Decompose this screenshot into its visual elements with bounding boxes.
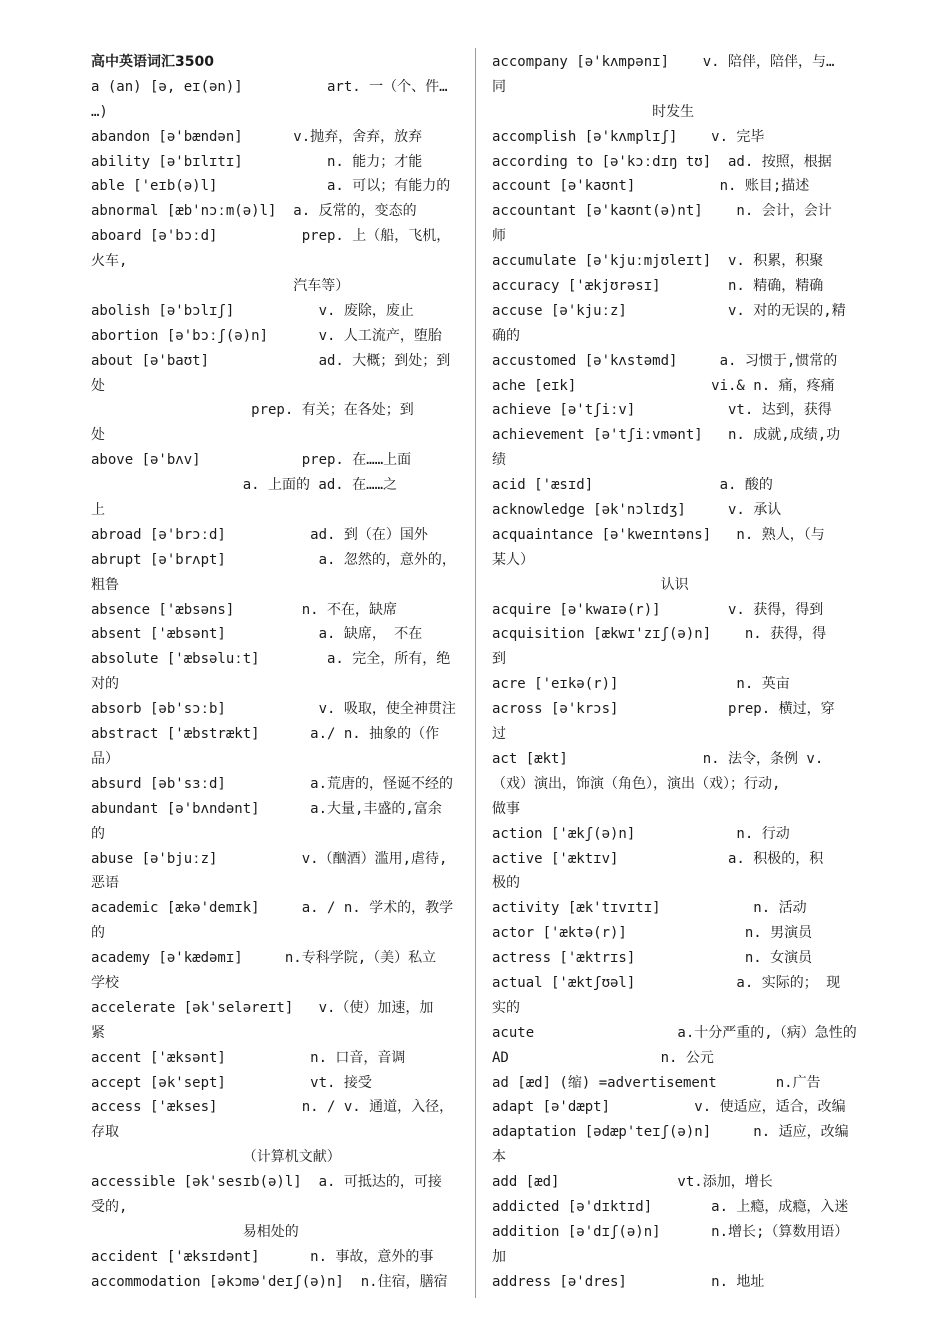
entry-line: accident ['æksɪdənt] n. 事故，意外的事 — [91, 1248, 434, 1265]
left-column — [91, 50, 463, 1295]
entry-line: accommodation [əkɔmə'deɪʃ(ə)n] n.住宿，膳宿 — [91, 1273, 448, 1290]
entry-line: about [ə'baʊt] ad. 大概；到处；到 — [91, 352, 451, 369]
entry-line: academy [ə'kædəmɪ] n.专科学院,（美）私立 — [91, 950, 437, 967]
entry-line: abstract ['æbstrækt] a./ n. 抽象的（作 — [91, 726, 440, 743]
entry-line: absent ['æbsənt] a. 缺席， 不在 — [91, 626, 423, 643]
entry-line: 过 — [492, 726, 506, 743]
entry-line: adaptation [ədæp'teɪʃ(ə)n] n. 适应，改编 — [492, 1124, 849, 1141]
entry-line: 时发生 — [492, 103, 695, 120]
entry-line: 学校 — [91, 974, 119, 991]
entry-line: prep. 有关；在各处；到 — [91, 402, 414, 419]
entry-line: a (an) [ə, eɪ(ən)] art. 一（个、件… — [91, 78, 448, 95]
entry-line: 做事 — [492, 800, 520, 817]
entry-line: acid ['æsɪd] a. 酸的 — [492, 477, 773, 494]
entry-line: act [ækt] n. 法令，条例 v. — [492, 750, 824, 767]
entry-line: actress ['æktrɪs] n. 女演员 — [492, 950, 813, 967]
entry-line: ad [æd] (缩) =advertisement n.广告 — [492, 1074, 821, 1091]
entry-line: address [ə'dres] n. 地址 — [492, 1273, 765, 1290]
entry-line: ache [eɪk] vi.& n. 痛，疼痛 — [492, 377, 835, 394]
entry-line: add [æd] vt.添加，增长 — [492, 1174, 773, 1191]
entry-line: adapt [ə'dæpt] v. 使适应，适合，改编 — [492, 1099, 846, 1116]
entry-line: a. 上面的 ad. 在……之 — [91, 477, 398, 494]
entry-line: accumulate [ə'kjuːmjʊleɪt] v. 积累，积聚 — [492, 253, 824, 270]
entry-line: 的 — [91, 925, 105, 942]
entry-line: according to [ə'kɔːdɪŋ tʊ] ad. 按照，根据 — [492, 153, 832, 170]
entry-line: abandon [ə'bændən] v.抛弃，舍弃，放弃 — [91, 128, 423, 145]
entry-line: abrupt [ə'brʌpt] a. 忽然的，意外的， — [91, 551, 456, 568]
entry-line: 粗鲁 — [91, 576, 119, 593]
entry-line: actor ['æktə(r)] n. 男演员 — [492, 925, 813, 942]
entry-line: acquisition [ækwɪ'zɪʃ(ə)n] n. 获得，得 — [492, 626, 827, 643]
entry-line: 紧 — [91, 1024, 105, 1041]
entry-line: accuracy ['ækjʊrəsɪ] n. 精确，精确 — [492, 278, 824, 295]
entry-line: 极的 — [492, 875, 520, 892]
entry-line: 受的, — [91, 1198, 128, 1215]
right-entries — [492, 50, 864, 1295]
entry-line: accustomed [ə'kʌstəmd] a. 习惯于,惯常的 — [492, 352, 838, 369]
entry-line: achieve [ə'tʃiːv] vt. 达到，获得 — [492, 402, 832, 419]
entry-line: accessible [ək'sesɪb(ə)l] a. 可抵达的，可接 — [91, 1174, 442, 1191]
entry-line: acre ['eɪkə(r)] n. 英亩 — [492, 676, 790, 693]
entry-line: 的 — [91, 825, 105, 842]
entry-line: action ['ækʃ(ə)n] n. 行动 — [492, 825, 790, 842]
entry-line: absolute ['æbsəluːt] a. 完全，所有，绝 — [91, 651, 451, 668]
entry-line: academic [ækə'demɪk] a. / n. 学术的，教学 — [91, 900, 454, 917]
entry-line: accomplish [ə'kʌmplɪʃ] v. 完毕 — [492, 128, 765, 145]
entry-line: ability [ə'bɪlɪtɪ] n. 能力；才能 — [91, 153, 423, 170]
entry-line: 认识 — [492, 576, 689, 593]
entry-line: addicted [ə'dɪktɪd] a. 上瘾，成瘾，入迷 — [492, 1198, 849, 1215]
entry-line: accept [ək'sept] vt. 接受 — [91, 1074, 372, 1091]
entry-line: acquaintance [ə'kweɪntəns] n. 熟人，（与 — [492, 526, 825, 543]
entry-line: absorb [əb'sɔːb] v. 吸取，使全神贯注 — [91, 701, 456, 718]
entry-line: achievement [ə'tʃiːvmənt] n. 成就,成绩,功 — [492, 427, 841, 444]
entry-line: abuse [ə'bjuːz] v.（酗酒）滥用,虐待, — [91, 850, 448, 867]
entry-line: 火车, — [91, 253, 128, 270]
entry-line: acquire [ə'kwaɪə(r)] v. 获得，得到 — [492, 601, 824, 618]
entry-line: active ['æktɪv] a. 积极的，积 — [492, 850, 824, 867]
entry-line: abolish [ə'bɔlɪʃ] v. 废除，废止 — [91, 302, 414, 319]
entry-line: 师 — [492, 228, 506, 245]
entry-line: 确的 — [492, 327, 520, 344]
entry-line: 处 — [91, 427, 105, 444]
entry-line: accountant [ə'kaʊnt(ə)nt] n. 会计，会计 — [492, 203, 832, 220]
entry-line: access ['ækses] n. / v. 通道，入径， — [91, 1099, 454, 1116]
entry-line: abroad [ə'brɔːd] ad. 到（在）国外 — [91, 526, 428, 543]
entry-line: （计算机文献） — [91, 1149, 341, 1166]
entry-line: abnormal [æb'nɔːm(ə)l] a. 反常的，变态的 — [91, 203, 417, 220]
entry-line: 汽车等） — [91, 278, 350, 295]
entry-line: 处 — [91, 377, 105, 394]
entry-line: account [ə'kaʊnt] n. 账目;描述 — [492, 178, 810, 195]
entry-line: 到 — [492, 651, 506, 668]
entry-line: absence ['æbsəns] n. 不在，缺席 — [91, 601, 398, 618]
entry-line: 存取 — [91, 1124, 119, 1141]
entry-line: （戏）演出，饰演（角色），演出（戏）；行动, — [492, 775, 781, 792]
entry-line: able ['eɪb(ə)l] a. 可以；有能力的 — [91, 178, 451, 195]
entry-line: 易相处的 — [91, 1223, 299, 1240]
entry-line: 绩 — [492, 452, 506, 469]
entry-line: acknowledge [ək'nɔlɪdʒ] v. 承认 — [492, 502, 782, 519]
entry-line: 某人） — [492, 551, 534, 568]
entry-line: above [ə'bʌv] prep. 在……上面 — [91, 452, 412, 469]
entry-line: accompany [ə'kʌmpənɪ] v. 陪伴，陪伴，与… — [492, 54, 835, 70]
entry-line: 实的 — [492, 999, 520, 1016]
entry-line: absurd [əb'sɜːd] a.荒唐的，怪诞不经的 — [91, 775, 454, 792]
entry-line: accelerate [ək'seləreɪt] v.（使）加速，加 — [91, 999, 434, 1016]
entry-line: …) — [91, 103, 108, 120]
entry-line: across [ə'krɔs] prep. 横过，穿 — [492, 701, 835, 718]
entry-line: aboard [ə'bɔːd] prep. 上（船，飞机， — [91, 228, 451, 245]
entry-line: addition [ə'dɪʃ(ə)n] n.增长;（算数用语） — [492, 1223, 849, 1240]
entry-line: 恶语 — [91, 875, 119, 892]
document-title: 高中英语词汇3500 — [91, 54, 214, 70]
entry-line: 品） — [91, 750, 119, 767]
entry-line: accuse [ə'kjuːz] v. 对的无误的,精 — [492, 302, 846, 319]
right-column — [492, 50, 864, 1295]
entry-line: abundant [ə'bʌndənt] a.大量,丰盛的,富余 — [91, 800, 442, 817]
column-divider — [475, 48, 476, 1298]
entry-line: abortion [ə'bɔːʃ(ə)n] v. 人工流产，堕胎 — [91, 327, 442, 344]
entry-line: 本 — [492, 1149, 506, 1166]
entry-line: acute a.十分严重的,（病）急性的 — [492, 1024, 857, 1041]
entry-line: actual ['æktʃʊəl] a. 实际的； 现 — [492, 974, 841, 991]
entry-line: activity [æk'tɪvɪtɪ] n. 活动 — [492, 900, 807, 917]
entry-line: 对的 — [91, 676, 119, 693]
entry-line: 同 — [492, 78, 506, 95]
entry-line: 加 — [492, 1248, 506, 1265]
left-entries — [91, 75, 463, 1295]
entry-line: AD n. 公元 — [492, 1049, 714, 1066]
entry-line: 上 — [91, 502, 105, 519]
entry-line: accent ['æksənt] n. 口音，音调 — [91, 1049, 406, 1066]
